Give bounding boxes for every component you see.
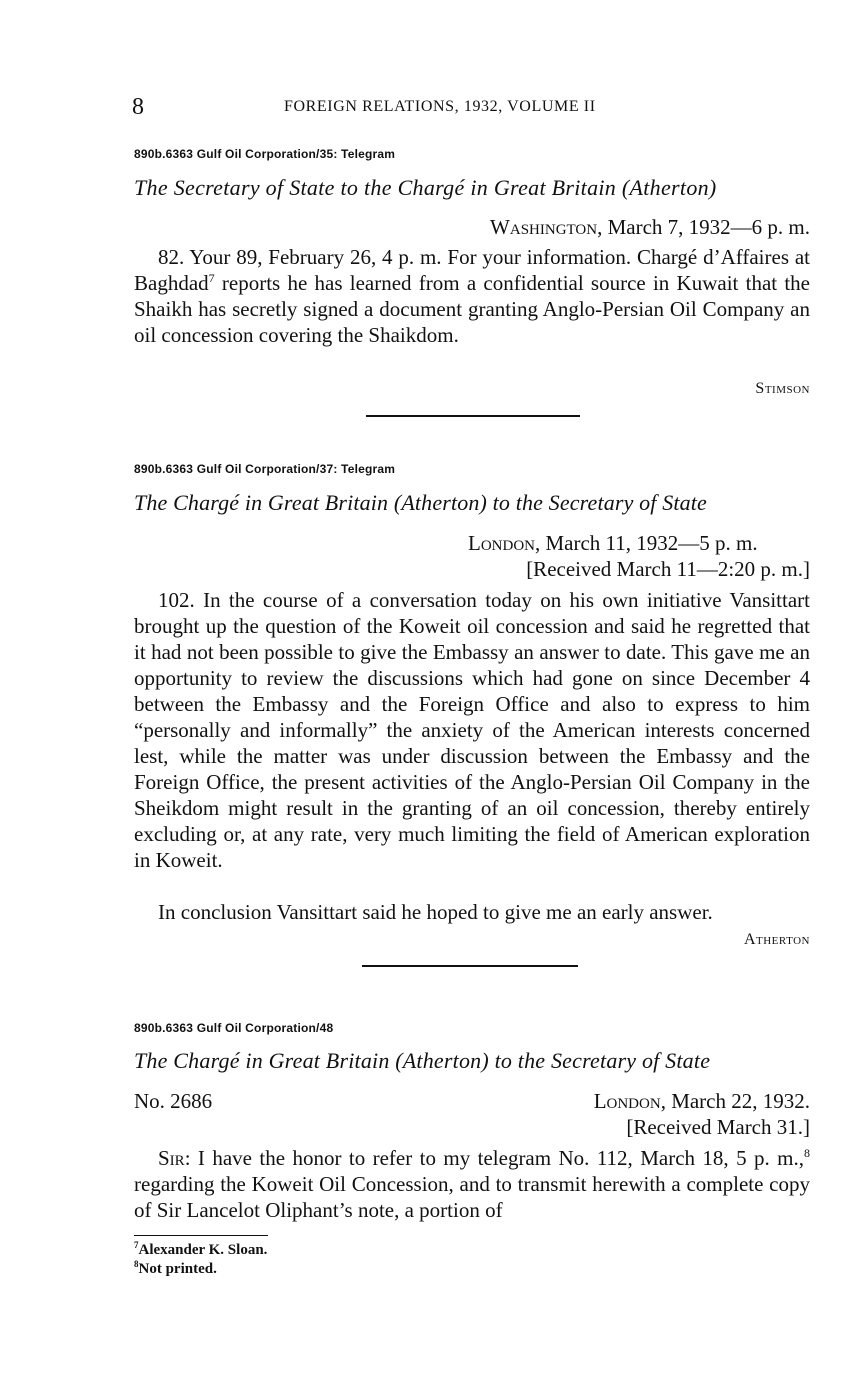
footnote-mark: 7 <box>134 1240 139 1250</box>
telegram-body <box>134 244 810 348</box>
telegram-body: 102. In the course of a conversation today on his own initiative Vansittart brought up the question of the Koweit oil concession and said he regretted that it had not been possible to give the Embassy an answer to date. This gave me an opportunity to review the discussions which had gone on since December 4 between the Embassy and the Foreign Office and also to express to him “personally and informally” the anxiety of the American interests concerned lest, while the matter was under discussion between the Embassy and the Foreign Office, the present activities of the Anglo-Persian Oil Company in the Sheikdom might result in the granting of an oil concession, thereby entirely excluding or, at any rate, very much limiting the field of American exploration in Koweit. <box>134 588 810 872</box>
footnote <box>134 1242 267 1259</box>
dateline-date: , March 11, 1932—5 p. m. <box>535 531 758 555</box>
dateline <box>468 531 758 556</box>
received-line: [Received March 11—2:20 p. m.] <box>526 557 810 581</box>
section-divider <box>366 415 580 417</box>
footnote-rule <box>134 1235 268 1236</box>
document-title: The Chargé in Great Britain (Atherton) to the Secretary of State <box>134 1048 711 1073</box>
signature: Atherton <box>743 931 810 948</box>
footnote <box>134 1261 217 1278</box>
despatch-body <box>134 1145 810 1223</box>
footnote-text: Not printed. <box>138 1261 217 1277</box>
file-reference: 890b.6363 Gulf Oil Corporation/37: Telegram <box>134 462 396 476</box>
dateline-place: London <box>468 531 535 555</box>
page-header <box>134 94 810 124</box>
footnote-mark: 8 <box>134 1259 139 1269</box>
signature: Stimson <box>755 380 810 397</box>
footnote-text: Alexander K. Sloan. <box>138 1242 268 1258</box>
footnote-ref: 8 <box>804 1146 810 1160</box>
body-text: : I have the honor to refer to my telegram No. 112, March 18, 5 p. m., <box>184 1146 804 1170</box>
dateline <box>490 215 810 240</box>
running-title: FOREIGN RELATIONS, 1932, VOLUME II <box>284 98 596 115</box>
file-reference: 890b.6363 Gulf Oil Corporation/48 <box>134 1021 334 1035</box>
dateline-place: London <box>593 1089 661 1113</box>
section-divider <box>362 965 578 967</box>
received-line: [Received March 31.] <box>626 1115 810 1139</box>
salutation: Sir <box>158 1146 185 1170</box>
footnote-ref: 7 <box>208 271 215 285</box>
dateline-date: , March 22, 1932. <box>660 1089 810 1113</box>
file-reference: 890b.6363 Gulf Oil Corporation/35: Telegram <box>134 147 396 161</box>
dateline <box>594 1089 810 1114</box>
body-text: regarding the Koweit Oil Concession, and to transmit herewith a complete copy of Sir Lancelot Oliphant’s note, a portion of <box>134 1172 810 1222</box>
despatch-number: No. 2686 <box>134 1089 213 1113</box>
body-text: reports he has learned from a confidential source in Kuwait that the Shaikh has secretly signed a document granting Anglo-Persian Oil Company an oil concession covering the Shaikdom. <box>134 271 810 347</box>
body-text: 82. Your 89, February 26, 4 p. m. For your information. Chargé d’Affaires at Baghdad <box>134 245 810 295</box>
dateline-place: Washington <box>490 215 598 239</box>
telegram-body: In conclusion Vansittart said he hoped to give me an early answer. <box>158 900 713 924</box>
page-number: 8 <box>132 94 144 120</box>
document-title: The Secretary of State to the Chargé in Great Britain (Atherton) <box>134 175 717 200</box>
document-title: The Chargé in Great Britain (Atherton) to the Secretary of State <box>134 490 707 515</box>
dateline-date: , March 7, 1932—6 p. m. <box>597 215 810 239</box>
